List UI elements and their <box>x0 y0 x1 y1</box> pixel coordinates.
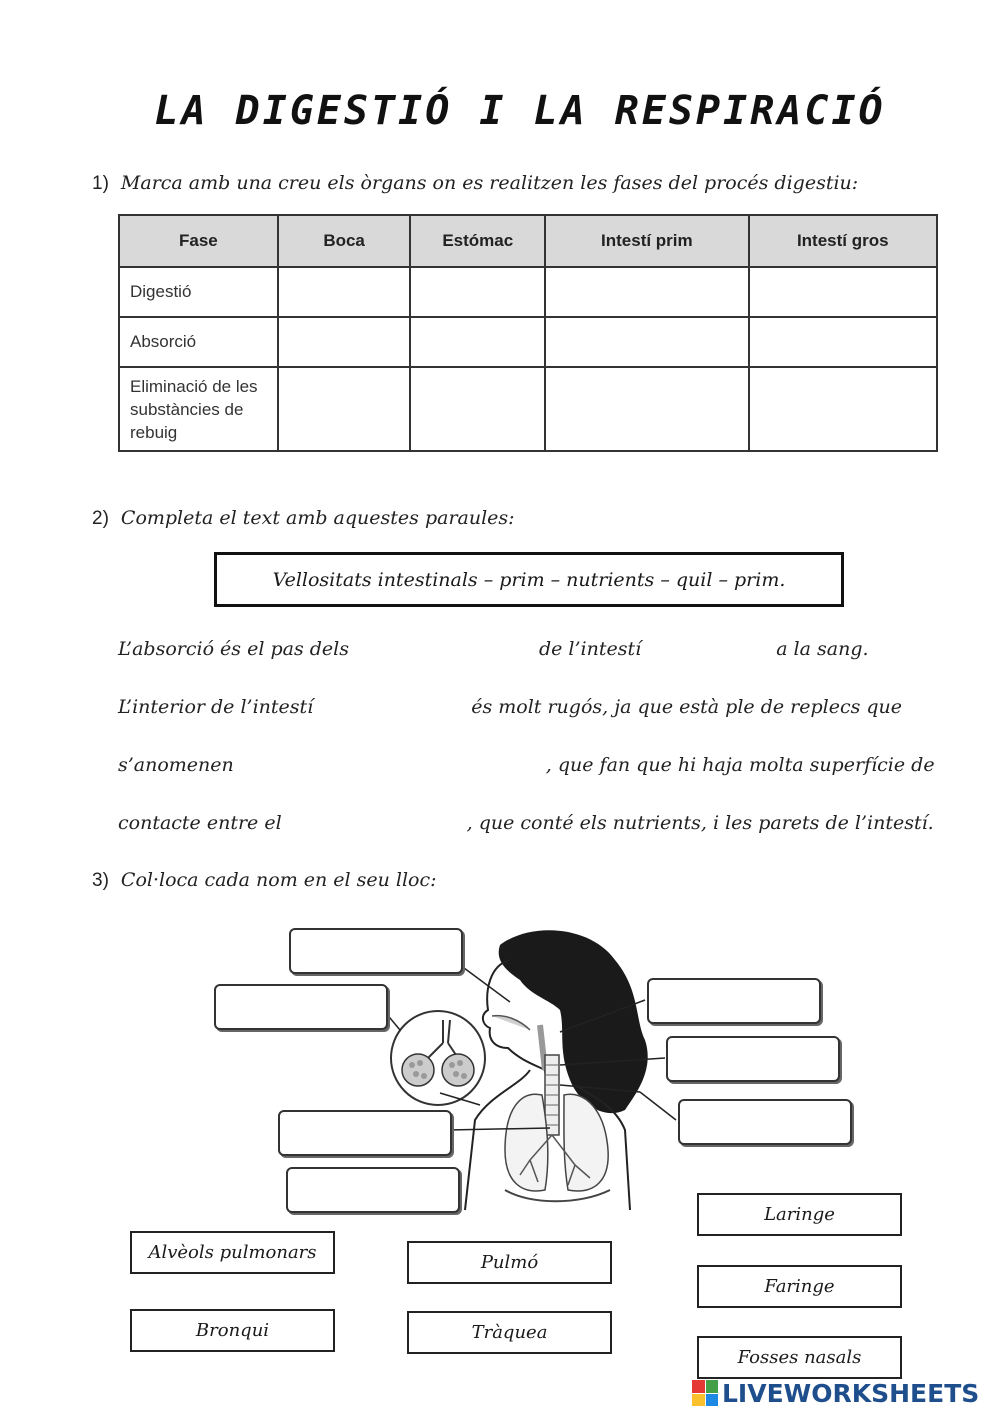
liveworksheets-logo <box>692 1378 979 1408</box>
column-header: Fase <box>119 215 278 267</box>
word-bank-text: Vellositats intestinals – prim – nutrients – quil – prim. <box>272 568 786 591</box>
question-text: Marca amb una creu els òrgans on es realitzen les fases del procés digestiu: <box>120 172 859 194</box>
drop-target-7[interactable] <box>286 1167 460 1213</box>
text-segment: L’interior de l’intestí <box>118 696 314 718</box>
label-text: Pulmó <box>480 1252 539 1273</box>
label-bronqui[interactable] <box>130 1309 335 1352</box>
text-segment: , que fan que hi haja molta superfície de <box>545 754 935 776</box>
text-segment: , que conté els nutrients, i les parets de l’intestí. <box>466 812 934 834</box>
drop-target-1[interactable] <box>289 928 463 974</box>
text-segment: a la sang. <box>776 638 869 660</box>
column-header: Intestí prim <box>545 215 748 267</box>
drop-target-4[interactable] <box>666 1036 840 1082</box>
column-header: Intestí gros <box>749 215 937 267</box>
column-header: Boca <box>278 215 411 267</box>
label-text: Alvèols pulmonars <box>148 1242 317 1263</box>
label-faringe[interactable] <box>697 1265 902 1308</box>
logo-text: LIVEWORKSHEETS <box>722 1378 980 1408</box>
page-title: LA DIGESTIÓ I LA RESPIRACIÓ <box>154 88 886 134</box>
label-text: Fosses nasals <box>737 1347 862 1368</box>
logo-icon <box>692 1380 718 1406</box>
drop-target-3[interactable] <box>647 978 821 1024</box>
text-segment: L’absorció és el pas dels <box>118 638 349 660</box>
label-text: Faringe <box>764 1276 835 1297</box>
row-label: Absorció <box>119 317 278 367</box>
question-number: 3) <box>92 870 109 891</box>
label-laringe[interactable] <box>697 1193 902 1236</box>
label-text: Laringe <box>764 1204 835 1225</box>
label-fosses-nasals[interactable] <box>697 1336 902 1379</box>
label-text: Tràquea <box>471 1322 548 1343</box>
drop-target-5[interactable] <box>678 1099 852 1145</box>
question-number: 1) <box>92 173 109 194</box>
label-alveols-pulmonars[interactable] <box>130 1231 335 1274</box>
question-number: 2) <box>92 508 109 529</box>
question-text: Col·loca cada nom en el seu lloc: <box>120 869 437 891</box>
drop-target-2[interactable] <box>214 984 388 1030</box>
question-text: Completa el text amb aquestes paraules: <box>120 507 515 529</box>
row-label: Eliminació de les substàncies de rebuig <box>119 367 278 451</box>
label-pulmo[interactable] <box>407 1241 612 1284</box>
label-text: Bronqui <box>195 1320 270 1341</box>
text-segment: de l’intestí <box>538 638 642 660</box>
drop-target-6[interactable] <box>278 1110 452 1156</box>
text-segment: contacte entre el <box>118 812 282 834</box>
text-segment: és molt rugós, ja que està ple de replecs que <box>471 696 903 718</box>
label-traquea[interactable] <box>407 1311 612 1354</box>
column-header: Estómac <box>410 215 545 267</box>
row-label: Digestió <box>119 267 278 317</box>
text-segment: s’anomenen <box>118 754 234 776</box>
